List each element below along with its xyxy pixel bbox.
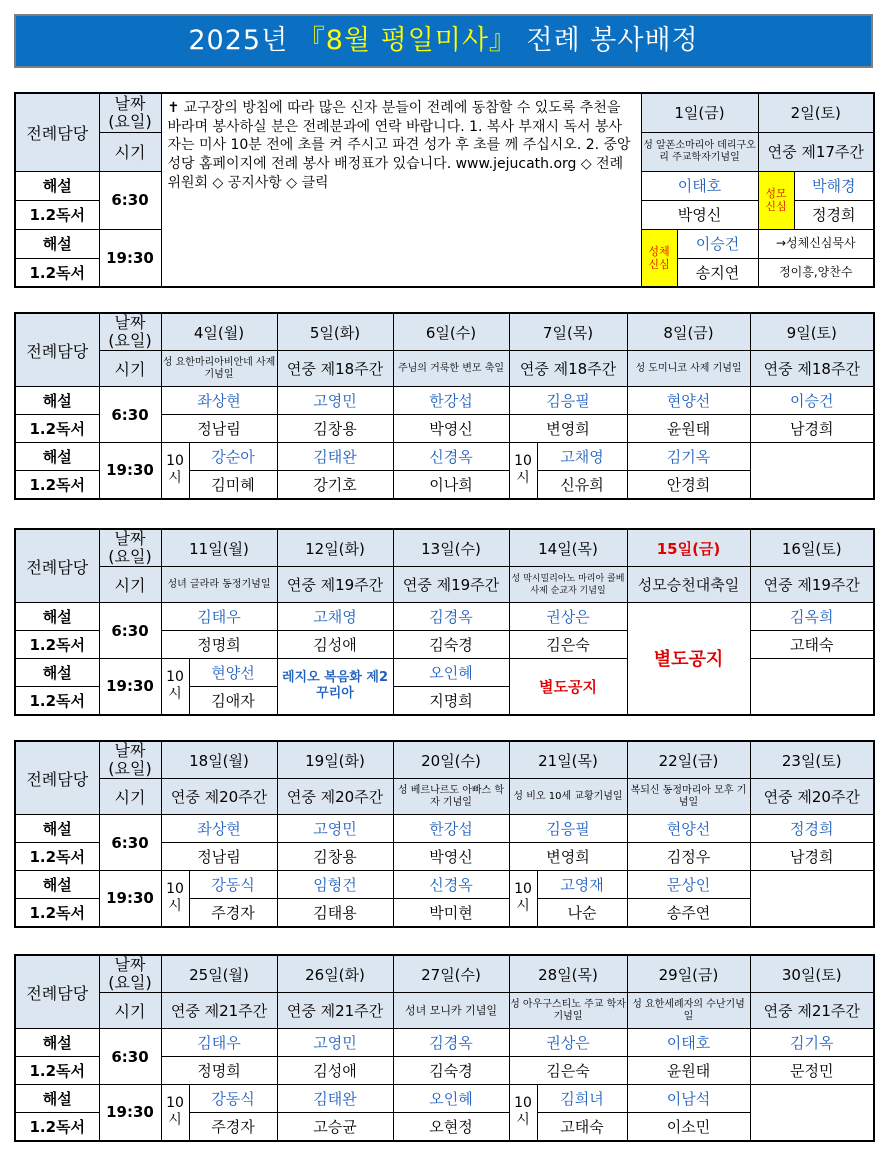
commentator: 강동식 <box>189 871 277 899</box>
commentator: 고영민 <box>277 1029 393 1057</box>
time-label: 시기 <box>99 132 161 171</box>
day-feast: 연중 제18주간 <box>277 351 393 387</box>
commentary-label: 해설 <box>15 871 99 899</box>
commentator: 김기옥 <box>750 1029 874 1057</box>
commentator: 고채영 <box>537 443 627 471</box>
commentator: 김응필 <box>509 815 627 843</box>
time-label: 시기 <box>99 993 161 1029</box>
commentator: 이남석 <box>627 1085 750 1113</box>
reading-label: 1.2독서 <box>15 471 99 499</box>
time-1930: 19:30 <box>99 1085 161 1141</box>
reader: 김창용 <box>277 415 393 443</box>
devotion-tag: 성모 신심 <box>758 171 794 229</box>
day-feast: 연중 제21주간 <box>161 993 277 1029</box>
commentator: 현양선 <box>627 387 750 415</box>
reader: 강기호 <box>277 471 393 499</box>
commentator: 정경희 <box>750 815 874 843</box>
day-feast: 성 아우구스티노 주교 학자 기념일 <box>509 993 627 1029</box>
day-date: 18일(월) <box>161 741 277 779</box>
commentator: 김기옥 <box>627 443 750 471</box>
reader: 송지연 <box>677 258 758 287</box>
reader: 김정우 <box>627 843 750 871</box>
day-date: 28일(목) <box>509 955 627 993</box>
day-date: 22일(금) <box>627 741 750 779</box>
reading-label: 1.2독서 <box>15 200 99 229</box>
commentator: 고채영 <box>277 603 393 631</box>
time-630: 6:30 <box>99 815 161 871</box>
reading-label: 1.2독서 <box>15 631 99 659</box>
week3-table <box>14 528 875 716</box>
day-feast: 성녀 모니카 기념일 <box>393 993 509 1029</box>
reader: 신유희 <box>537 471 627 499</box>
commentary-label: 해설 <box>15 1029 99 1057</box>
day-date: 2일(토) <box>758 93 874 132</box>
reader: 이소민 <box>627 1113 750 1141</box>
reader: 박영신 <box>393 415 509 443</box>
day-feast: 연중 제20주간 <box>277 779 393 815</box>
commentator: 레지오 복음화 제2꾸리아 <box>277 659 393 715</box>
commentator: 오인혜 <box>393 659 509 687</box>
reader: 정이흥,양찬수 <box>758 258 874 287</box>
time-630: 6:30 <box>99 171 161 229</box>
reading-label: 1.2독서 <box>15 1057 99 1085</box>
time-630: 6:30 <box>99 603 161 659</box>
reader: 박미현 <box>393 899 509 927</box>
commentator: 김태완 <box>277 443 393 471</box>
reader: 변영희 <box>509 415 627 443</box>
day-date: 7일(목) <box>509 313 627 351</box>
notes: ✝ 교구장의 방침에 따라 많은 신자 분들이 전례에 동참할 수 있도록 추천을 바라며 봉사하실 분은 전례분과에 연락 바랍니다. 1. 복사 부재시 독서 봉사자는 미사 10분 전에 초를 켜 주시고 파견 성가 후 초를 께 주십시오. 2. 중앙성당 홈페이지에 전례 봉사 배정표가 있습니다. www.jejucath.org ◇ 전례위원회 ◇ 공지사항 ◇ 클릭 <box>161 93 641 287</box>
reader: 김태용 <box>277 899 393 927</box>
day-feast: 복되신 동정마리아 모후 기념일 <box>627 779 750 815</box>
time-630: 6:30 <box>99 387 161 443</box>
commentator: 고영민 <box>277 815 393 843</box>
reader: 고태숙 <box>750 631 874 659</box>
day-date: 27일(수) <box>393 955 509 993</box>
commentator: 문상인 <box>627 871 750 899</box>
reader: 김성애 <box>277 1057 393 1085</box>
reading-label: 1.2독서 <box>15 1113 99 1141</box>
reader: 오현정 <box>393 1113 509 1141</box>
commentary-label: 해설 <box>15 229 99 258</box>
empty-cell <box>750 871 874 927</box>
commentator: 고영민 <box>277 387 393 415</box>
duty-label: 전례담당 <box>15 93 99 171</box>
day-feast: 성 요한세례자의 수난기념일 <box>627 993 750 1029</box>
day-date: 11일(월) <box>161 529 277 567</box>
day-feast: 성 도미니코 사제 기념일 <box>627 351 750 387</box>
commentator: 오인혜 <box>393 1085 509 1113</box>
date-day-label: 날짜 (요일) <box>99 313 161 351</box>
reader: 김은숙 <box>509 631 627 659</box>
ten-oclock-mark: 10 시 <box>161 659 189 715</box>
time-label: 시기 <box>99 567 161 603</box>
day-feast: 연중 제21주간 <box>277 993 393 1029</box>
reader: 주경자 <box>189 899 277 927</box>
day-date: 13일(수) <box>393 529 509 567</box>
commentator: 이승건 <box>750 387 874 415</box>
commentator: 김태완 <box>277 1085 393 1113</box>
commentary-label: 해설 <box>15 387 99 415</box>
reader: 고승균 <box>277 1113 393 1141</box>
commentator: 권상은 <box>509 1029 627 1057</box>
reader: 송주연 <box>627 899 750 927</box>
commentary-label: 해설 <box>15 815 99 843</box>
commentator: 김경옥 <box>393 603 509 631</box>
empty-cell <box>750 659 874 715</box>
day-feast: 연중 제20주간 <box>161 779 277 815</box>
commentator: 임형건 <box>277 871 393 899</box>
day-feast: 성 요한마리아비안네 사제기념일 <box>161 351 277 387</box>
commentary-label: 해설 <box>15 171 99 200</box>
reader: 김창용 <box>277 843 393 871</box>
day-date: 12일(화) <box>277 529 393 567</box>
reader: 나순 <box>537 899 627 927</box>
day-date: 25일(월) <box>161 955 277 993</box>
empty-cell <box>750 443 874 499</box>
commentary-label: 해설 <box>15 443 99 471</box>
reading-label: 1.2독서 <box>15 843 99 871</box>
commentator: 좌상현 <box>161 387 277 415</box>
time-1930: 19:30 <box>99 443 161 499</box>
reader: 김성애 <box>277 631 393 659</box>
day-date: 26일(화) <box>277 955 393 993</box>
day-date: 21일(목) <box>509 741 627 779</box>
reader: 남경희 <box>750 415 874 443</box>
day-date: 20일(수) <box>393 741 509 779</box>
time-label: 시기 <box>99 351 161 387</box>
reading-label: 1.2독서 <box>15 258 99 287</box>
reader: 변영희 <box>509 843 627 871</box>
date-day-label: 날짜 (요일) <box>99 529 161 567</box>
day-feast: 성녀 글라라 동정기념일 <box>161 567 277 603</box>
day-date: 29일(금) <box>627 955 750 993</box>
time-1930: 19:30 <box>99 229 161 287</box>
time-630: 6:30 <box>99 1029 161 1085</box>
commentator: 이승건 <box>677 229 758 258</box>
duty-label: 전례담당 <box>15 955 99 1029</box>
commentary-label: 해설 <box>15 659 99 687</box>
commentator: 강동식 <box>189 1085 277 1113</box>
title-highlight: 『8월 평일미사』 <box>297 25 517 56</box>
date-day-label: 날짜 (요일) <box>99 93 161 132</box>
ten-oclock-mark: 10 시 <box>509 443 537 499</box>
commentator: 김태우 <box>161 603 277 631</box>
reader: 박영신 <box>393 843 509 871</box>
time-label: 시기 <box>99 779 161 815</box>
ten-oclock-mark: 10 시 <box>509 871 537 927</box>
reader: 김은숙 <box>509 1057 627 1085</box>
day-feast: 연중 제19주간 <box>750 567 874 603</box>
day-feast: 연중 제17주간 <box>758 132 874 171</box>
reader: 정명희 <box>161 1057 277 1085</box>
day-date: 9일(토) <box>750 313 874 351</box>
ten-oclock-mark: 10 시 <box>161 1085 189 1141</box>
day-date: 1일(금) <box>641 93 758 132</box>
week4-table <box>14 740 875 928</box>
commentator: 이태호 <box>627 1029 750 1057</box>
day-feast: 성모승천대축일 <box>627 567 750 603</box>
commentator: 현양선 <box>627 815 750 843</box>
day-feast: 연중 제18주간 <box>509 351 627 387</box>
commentator: 김희녀 <box>537 1085 627 1113</box>
reading-label: 1.2독서 <box>15 415 99 443</box>
reader: 김미혜 <box>189 471 277 499</box>
day-feast: 성 알폰소마리아 데리구오리 주교학자기념일 <box>641 132 758 171</box>
day-feast: 성 비오 10세 교황기념일 <box>509 779 627 815</box>
day-date: 8일(금) <box>627 313 750 351</box>
separate-notice: 별도공지 <box>627 603 750 715</box>
ten-oclock-mark: 10 시 <box>509 1085 537 1141</box>
day-date: 14일(목) <box>509 529 627 567</box>
ten-oclock-mark: 10 시 <box>161 871 189 927</box>
reader: 정남림 <box>161 843 277 871</box>
reader: 안경희 <box>627 471 750 499</box>
day-date: 6일(수) <box>393 313 509 351</box>
day-feast: 성 막시밀리아노 마리아 콜베사제 순교자 기념일 <box>509 567 627 603</box>
commentator: 고영재 <box>537 871 627 899</box>
commentator: 강순아 <box>189 443 277 471</box>
empty-cell <box>750 1085 874 1141</box>
page-title <box>14 14 873 68</box>
reader: 윤원태 <box>627 1057 750 1085</box>
commentary-label: 해설 <box>15 1085 99 1113</box>
reader: 정경희 <box>794 200 874 229</box>
day-date: 19일(화) <box>277 741 393 779</box>
ten-oclock-mark: 10 시 <box>161 443 189 499</box>
reader: 김숙경 <box>393 1057 509 1085</box>
day-feast: 연중 제19주간 <box>393 567 509 603</box>
reader: 김애자 <box>189 687 277 715</box>
commentator: 현양선 <box>189 659 277 687</box>
day-feast: 연중 제19주간 <box>277 567 393 603</box>
devotion-tag: 성체 신심 <box>641 229 677 287</box>
title-suffix: 전례 봉사배정 <box>526 25 699 56</box>
commentator: 권상은 <box>509 603 627 631</box>
reader: 남경희 <box>750 843 874 871</box>
day-date: 23일(토) <box>750 741 874 779</box>
day-date: 5일(화) <box>277 313 393 351</box>
duty-label: 전례담당 <box>15 741 99 815</box>
commentator: 이태호 <box>641 171 758 200</box>
commentator: 신경옥 <box>393 871 509 899</box>
reading-label: 1.2독서 <box>15 687 99 715</box>
day-date: 15일(금) <box>627 529 750 567</box>
reader: 김숙경 <box>393 631 509 659</box>
week2-table <box>14 312 875 500</box>
day-feast: 연중 제20주간 <box>750 779 874 815</box>
reader: 박영신 <box>641 200 758 229</box>
commentator: 김경옥 <box>393 1029 509 1057</box>
day-feast: 연중 제21주간 <box>750 993 874 1029</box>
reader: 윤원태 <box>627 415 750 443</box>
reader: 주경자 <box>189 1113 277 1141</box>
week1-table <box>14 92 875 288</box>
reading-label: 1.2독서 <box>15 899 99 927</box>
day-date: 4일(월) <box>161 313 277 351</box>
day-date: 16일(토) <box>750 529 874 567</box>
commentary-label: 해설 <box>15 603 99 631</box>
commentator: 김옥희 <box>750 603 874 631</box>
reader: 정남림 <box>161 415 277 443</box>
commentator: 신경옥 <box>393 443 509 471</box>
time-1930: 19:30 <box>99 871 161 927</box>
commentator: →성체신심묵사 <box>758 229 874 258</box>
commentator: 한강섭 <box>393 815 509 843</box>
time-1930: 19:30 <box>99 659 161 715</box>
day-feast: 연중 제18주간 <box>750 351 874 387</box>
day-feast: 주님의 거룩한 변모 축일 <box>393 351 509 387</box>
day-feast: 성 베르나르도 아빠스 학자 기념일 <box>393 779 509 815</box>
commentator: 한강섭 <box>393 387 509 415</box>
date-day-label: 날짜 (요일) <box>99 741 161 779</box>
reader: 지명희 <box>393 687 509 715</box>
reader: 고태숙 <box>537 1113 627 1141</box>
date-day-label: 날짜 (요일) <box>99 955 161 993</box>
commentator: 박해경 <box>794 171 874 200</box>
commentator: 좌상현 <box>161 815 277 843</box>
reader: 이나희 <box>393 471 509 499</box>
title-prefix: 2025년 <box>188 25 289 56</box>
reader: 정명희 <box>161 631 277 659</box>
commentator: 김응필 <box>509 387 627 415</box>
separate-notice: 별도공지 <box>509 659 627 715</box>
reader: 문정민 <box>750 1057 874 1085</box>
day-date: 30일(토) <box>750 955 874 993</box>
duty-label: 전례담당 <box>15 313 99 387</box>
week5-table <box>14 954 875 1142</box>
duty-label: 전례담당 <box>15 529 99 603</box>
commentator: 김태우 <box>161 1029 277 1057</box>
